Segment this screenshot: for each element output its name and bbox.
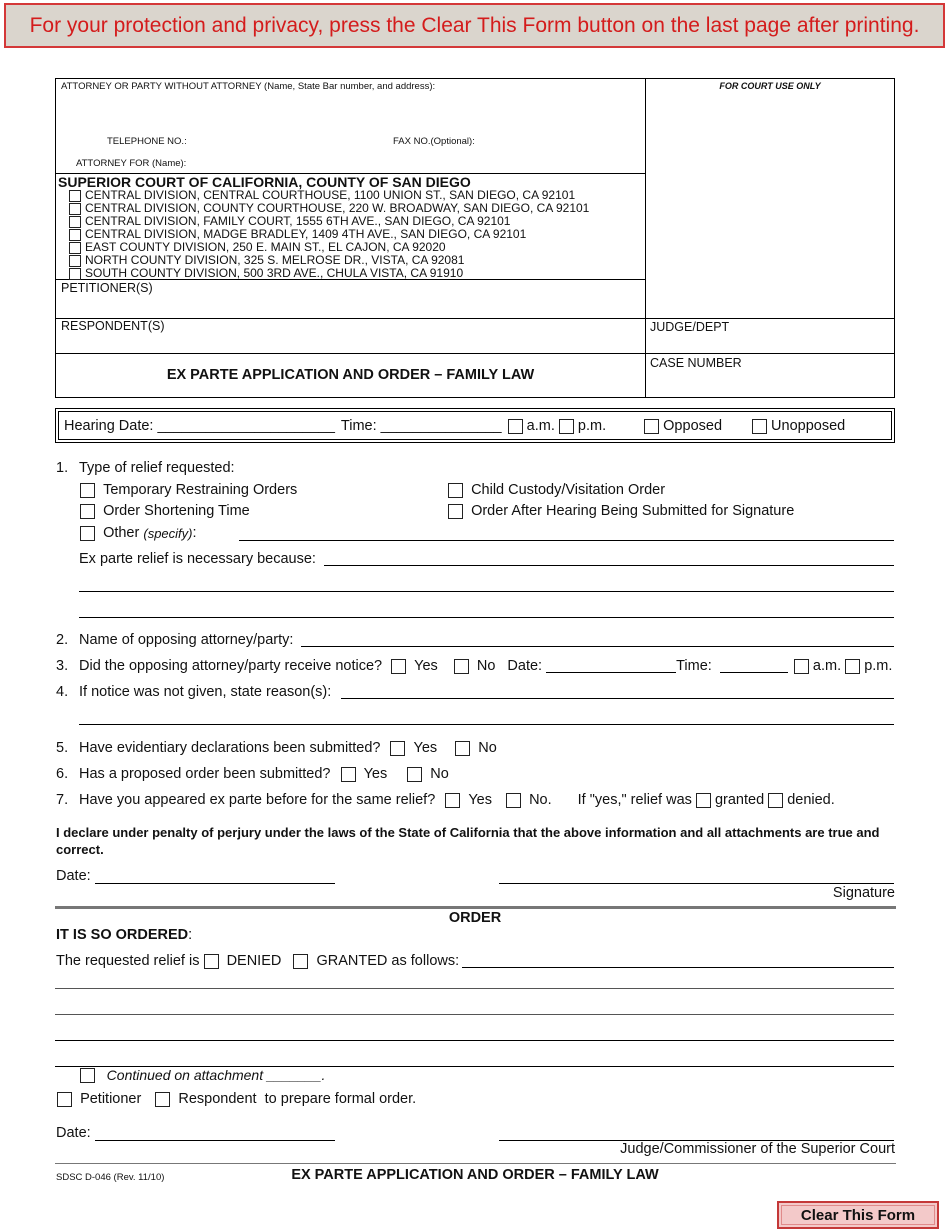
item-2-number: 2. xyxy=(56,632,69,648)
case-number-label: CASE NUMBER xyxy=(650,356,742,370)
yes-label: Yes xyxy=(468,792,492,808)
notice-date-field[interactable] xyxy=(546,659,676,673)
ost-label: Order Shortening Time xyxy=(103,503,250,519)
relief-oah[interactable] xyxy=(448,503,794,519)
necessary-line[interactable] xyxy=(79,591,894,592)
yes-label: Yes xyxy=(413,740,438,756)
relief-custody[interactable] xyxy=(448,482,665,498)
order-denied-label: DENIED xyxy=(226,953,282,969)
relief-is-label: The requested relief is xyxy=(56,953,200,969)
item-7-number: 7. xyxy=(56,792,69,808)
notice-pm-checkbox[interactable] xyxy=(845,659,860,674)
declaration-date-label: Date: xyxy=(56,868,91,884)
checkbox[interactable] xyxy=(69,190,81,202)
hearing-time-field[interactable]: Time: _______________ xyxy=(340,418,502,434)
item-5-question: Have evidentiary declarations been submitted? xyxy=(79,740,381,756)
relief-granted-checkbox[interactable] xyxy=(696,793,711,808)
attorney-label: ATTORNEY OR PARTY WITHOUT ATTORNEY (Name, State Bar number, and address): xyxy=(61,81,436,92)
pm-label: p.m. xyxy=(577,418,607,434)
respondent-checkbox[interactable] xyxy=(155,1092,170,1107)
item-4-number: 4. xyxy=(56,684,69,700)
checkbox[interactable] xyxy=(69,216,81,228)
item-2-question: Name of opposing attorney/party: xyxy=(79,632,294,648)
opposed-label: Opposed xyxy=(663,418,723,434)
if-yes-label: If "yes," relief was xyxy=(577,792,692,808)
respondent-label: Respondent xyxy=(178,1091,257,1107)
tro-label: Temporary Restraining Orders xyxy=(103,482,298,498)
respondent-label: RESPONDENT(S) xyxy=(61,319,165,333)
notice-yes-checkbox[interactable] xyxy=(391,659,406,674)
custody-checkbox[interactable] xyxy=(448,483,463,498)
am-label: a.m. xyxy=(812,658,842,674)
prior-exparte-yes-checkbox[interactable] xyxy=(445,793,460,808)
item-5-number: 5. xyxy=(56,740,69,756)
order-date-label: Date: xyxy=(56,1125,91,1141)
declarations-no-checkbox[interactable] xyxy=(455,741,470,756)
necessary-line[interactable] xyxy=(79,617,894,618)
court-use-divider xyxy=(645,78,646,398)
necessary-line[interactable] xyxy=(324,565,894,566)
order-line[interactable] xyxy=(55,1014,894,1015)
court-use-label: FOR COURT USE ONLY xyxy=(719,81,821,91)
court-option[interactable]: CENTRAL DIVISION, FAMILY COURT, 1555 6TH AVE., SAN DIEGO, CA 92101 xyxy=(69,215,589,228)
ost-checkbox[interactable] xyxy=(80,504,95,519)
proposed-order-no-checkbox[interactable] xyxy=(407,767,422,782)
court-option[interactable]: NORTH COUNTY DIVISION, 325 S. MELROSE DR., VISTA, CA 92081 xyxy=(69,254,589,267)
am-label: a.m. xyxy=(526,418,555,434)
judge-label: Judge/Commissioner of the Superior Court xyxy=(620,1141,895,1157)
item-3-row xyxy=(79,658,892,674)
reason-line[interactable] xyxy=(341,698,894,699)
fax-label: FAX NO.(Optional): xyxy=(393,136,475,147)
form-title: EX PARTE APPLICATION AND ORDER – FAMILY LAW xyxy=(166,367,535,383)
court-title: SUPERIOR COURT OF CALIFORNIA, COUNTY OF SAN DIEGO xyxy=(58,174,471,190)
order-title: ORDER xyxy=(448,910,502,926)
yes-label: Yes xyxy=(414,658,438,674)
checkbox[interactable] xyxy=(69,242,81,254)
item-6-row xyxy=(79,766,449,782)
declaration-date-line[interactable] xyxy=(95,883,335,884)
unopposed-checkbox[interactable] xyxy=(752,419,767,434)
continued-attachment[interactable] xyxy=(80,1067,325,1083)
notice-time-label: Time: xyxy=(676,658,712,674)
judge-dept-label: JUDGE/DEPT xyxy=(650,320,730,334)
item-1-number: 1. xyxy=(56,460,69,476)
reason-line[interactable] xyxy=(79,724,894,725)
item-6-question: Has a proposed order been submitted? xyxy=(79,766,331,782)
notice-am-checkbox[interactable] xyxy=(794,659,809,674)
clear-form-button[interactable]: Clear This Form xyxy=(777,1201,939,1229)
relief-ost[interactable] xyxy=(80,503,250,519)
telephone-label: TELEPHONE NO.: xyxy=(107,136,187,147)
no-label: No xyxy=(478,740,497,756)
denied-label: denied. xyxy=(787,792,835,808)
hearing-am-checkbox[interactable] xyxy=(508,419,523,434)
no-label: No. xyxy=(529,792,552,808)
continued-checkbox[interactable] xyxy=(80,1068,95,1083)
court-option[interactable]: CENTRAL DIVISION, MADGE BRADLEY, 1409 4TH AVE., SAN DIEGO, CA 92101 xyxy=(69,228,589,241)
item-3-number: 3. xyxy=(56,658,69,674)
checkbox[interactable] xyxy=(69,203,81,215)
oah-label: Order After Hearing Being Submitted for Signature xyxy=(471,503,795,519)
order-granted-label: GRANTED as follows: xyxy=(316,953,460,969)
footer-title: EX PARTE APPLICATION AND ORDER – FAMILY LAW xyxy=(291,1167,659,1183)
so-ordered: IT IS SO ORDERED: xyxy=(56,927,193,943)
petitioner-label: Petitioner xyxy=(80,1091,142,1107)
checkbox[interactable] xyxy=(69,268,81,280)
notice-date-label: Date: xyxy=(507,658,543,674)
order-line[interactable] xyxy=(55,1040,894,1041)
yes-label: Yes xyxy=(363,766,388,782)
signature-label: Signature xyxy=(832,885,895,901)
checkbox[interactable] xyxy=(69,255,81,267)
notice-time-field[interactable] xyxy=(720,659,788,673)
notice-no-checkbox[interactable] xyxy=(454,659,469,674)
other-specify-line[interactable] xyxy=(239,540,894,541)
declarations-yes-checkbox[interactable] xyxy=(390,741,405,756)
order-line[interactable] xyxy=(462,967,894,968)
hearing-date-field[interactable]: Hearing Date: ______________________ xyxy=(64,418,335,434)
item-7-question: Have you appeared ex parte before for the same relief? xyxy=(79,792,436,808)
prior-exparte-no-checkbox[interactable] xyxy=(506,793,521,808)
order-line[interactable] xyxy=(55,988,894,989)
footer-divider xyxy=(55,1163,896,1164)
item-6-number: 6. xyxy=(56,766,69,782)
hearing-pm-checkbox[interactable] xyxy=(559,419,574,434)
granted-label: granted xyxy=(714,792,765,808)
hearing-row xyxy=(64,418,845,434)
prepare-order-row xyxy=(57,1091,416,1107)
oah-checkbox[interactable] xyxy=(448,504,463,519)
other-label: Other xyxy=(103,525,140,541)
specify-label: (specify) xyxy=(143,525,193,541)
requested-relief-row xyxy=(56,953,459,969)
attorney-for-label: ATTORNEY FOR (Name): xyxy=(76,158,187,169)
necessary-label: Ex parte relief is necessary because: xyxy=(79,551,316,567)
form-id: SDSC D-046 (Rev. 11/10) xyxy=(56,1172,165,1183)
perjury-declaration: I declare under penalty of perjury under the laws of the State of California that the above information and all attachments are true and correct. xyxy=(56,825,880,857)
tro-checkbox[interactable] xyxy=(80,483,95,498)
checkbox[interactable] xyxy=(69,229,81,241)
no-label: No xyxy=(430,766,449,782)
item-4-question: If notice was not given, state reason(s): xyxy=(79,684,332,700)
opposing-party-line[interactable] xyxy=(301,646,894,647)
court-option[interactable]: CENTRAL DIVISION, COUNTY COURTHOUSE, 220 W. BROADWAY, SAN DIEGO, CA 92101 xyxy=(69,202,589,215)
court-option[interactable]: SOUTH COUNTY DIVISION, 500 3RD AVE., CHULA VISTA, CA 91910 xyxy=(69,267,589,280)
item-1-question: Type of relief requested: xyxy=(79,460,235,476)
court-location-list xyxy=(69,189,589,280)
relief-denied-checkbox[interactable] xyxy=(768,793,783,808)
item-7-row xyxy=(79,792,835,808)
signature-line[interactable] xyxy=(499,883,894,884)
order-granted-checkbox[interactable] xyxy=(293,954,308,969)
item-3-question: Did the opposing attorney/party receive notice? xyxy=(79,658,383,674)
continued-label: Continued on attachment _______. xyxy=(106,1067,326,1083)
unopposed-label: Unopposed xyxy=(771,418,846,434)
petitioner-label: PETITIONER(S) xyxy=(61,281,153,295)
relief-tro[interactable] xyxy=(80,482,297,498)
pm-label: p.m. xyxy=(864,658,893,674)
opposed-checkbox[interactable] xyxy=(644,419,659,434)
court-option[interactable]: CENTRAL DIVISION, CENTRAL COURTHOUSE, 1100 UNION ST., SAN DIEGO, CA 92101 xyxy=(69,189,589,202)
item-5-row xyxy=(79,740,497,756)
custody-label: Child Custody/Visitation Order xyxy=(471,482,666,498)
no-label: No xyxy=(476,658,496,674)
relief-other[interactable]: Other (specify) : xyxy=(80,525,197,541)
order-divider xyxy=(55,906,896,909)
proposed-order-yes-checkbox[interactable] xyxy=(341,767,356,782)
privacy-banner: For your protection and privacy, press the Clear This Form button on the last page after printing. xyxy=(4,3,945,48)
order-date-line[interactable] xyxy=(95,1140,335,1141)
petitioner-checkbox[interactable] xyxy=(57,1092,72,1107)
court-option[interactable]: EAST COUNTY DIVISION, 250 E. MAIN ST., EL CAJON, CA 92020 xyxy=(69,241,589,254)
other-checkbox[interactable] xyxy=(80,526,95,541)
order-denied-checkbox[interactable] xyxy=(204,954,219,969)
prepare-label: to prepare formal order. xyxy=(264,1091,417,1107)
